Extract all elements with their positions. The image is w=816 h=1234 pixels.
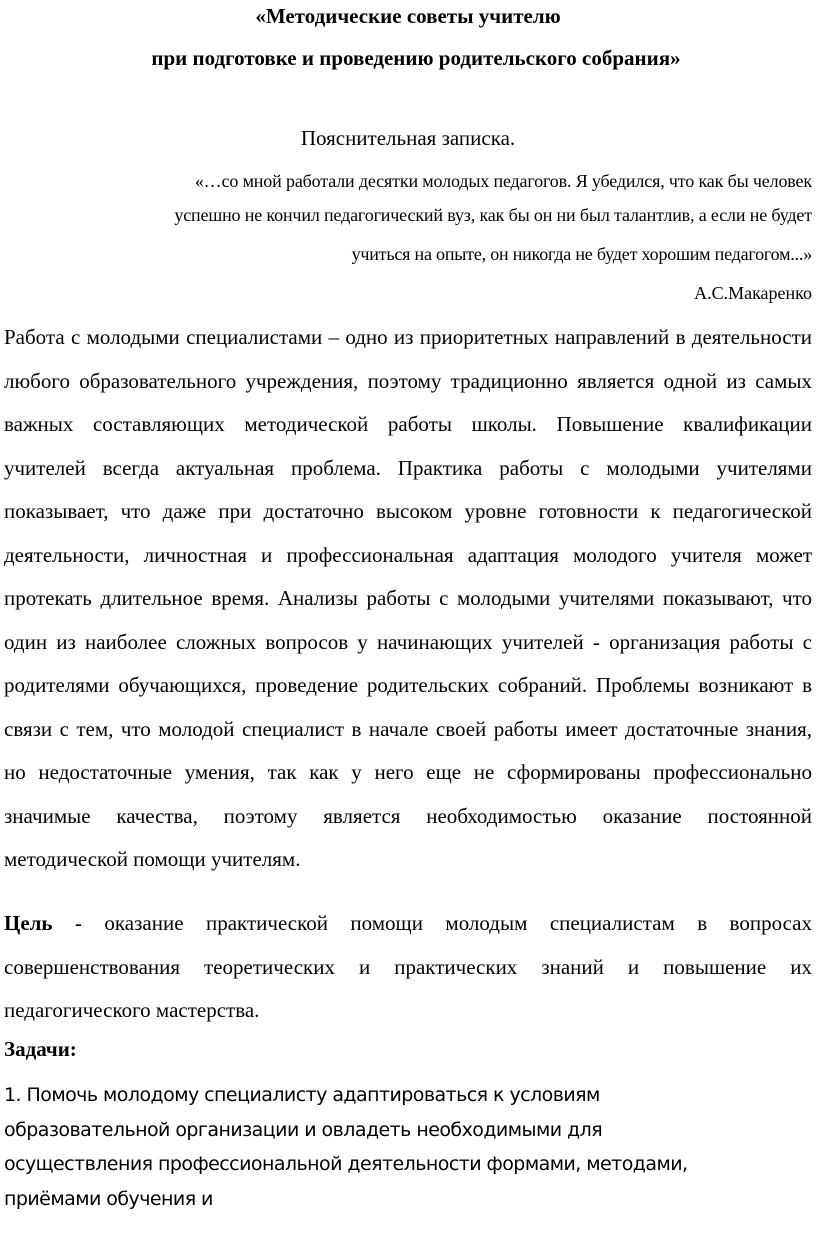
task-item: 1. Помочь молодому специалисту адаптироваться к условиям образовательной организации и овладеть необходимыми для осуществления профессиональной деятельности формами, методами, приёмами обучения и <box>4 1084 688 1210</box>
goal-text: - оказание практической помощи молодым специалистам в вопросах совершенствования теоретических и практических знаний и повышение их педагогического мастерства. <box>4 911 812 1022</box>
intro-paragraph: Работа с молодыми специалистами – одно из приоритетных направлений в деятельности любого образовательного учреждения, поэтому традиционно является одной из самых важных составляющих методической работы школы. Повышение квалификации учителей всегда актуальная проблема. Практика работы с молодыми учителями показывает, что даже при достаточно высоком уровне готовности к педагогической деятельности, личностная и профессиональная адаптация молодого учителя может протекать длительное время. Анализы работы с молодыми учителями показывают, что один из наиболее сложных вопросов у начинающих учителей - организация работы с родителями обучающихся, проведение родительских собраний. Проблемы возникают в связи с тем, что молодой специалист в начале своей работы имеет достаточные знания, но недостаточные умения, так как у него еще не сформированы профессионально значимые качества, поэтому является необходимостью оказание постоянной методической помощи учителям. <box>4 325 812 871</box>
goal-paragraph <box>4 902 812 1033</box>
goal-label: Цель <box>4 911 53 935</box>
document-title-line-2: при подготовке и проведению родительского собрания» <box>151 46 681 70</box>
epigraph-line-2: успешно не кончил педагогический вуз, как бы он ни был талантлив, а если не будет <box>174 205 812 225</box>
tasks-heading: Задачи: <box>4 1037 77 1061</box>
epigraph-line-3: учиться на опыте, он никогда не будет хорошим педагогом...» <box>351 244 812 264</box>
epigraph-line-1: «…со мной работали десятки молодых педагогов. Я убедился, что как бы человек <box>194 171 812 191</box>
epigraph-author: А.С.Макаренко <box>694 283 812 303</box>
document-title-line-1: «Методические советы учителю <box>255 4 561 28</box>
section-subtitle: Пояснительная записка. <box>300 126 516 150</box>
